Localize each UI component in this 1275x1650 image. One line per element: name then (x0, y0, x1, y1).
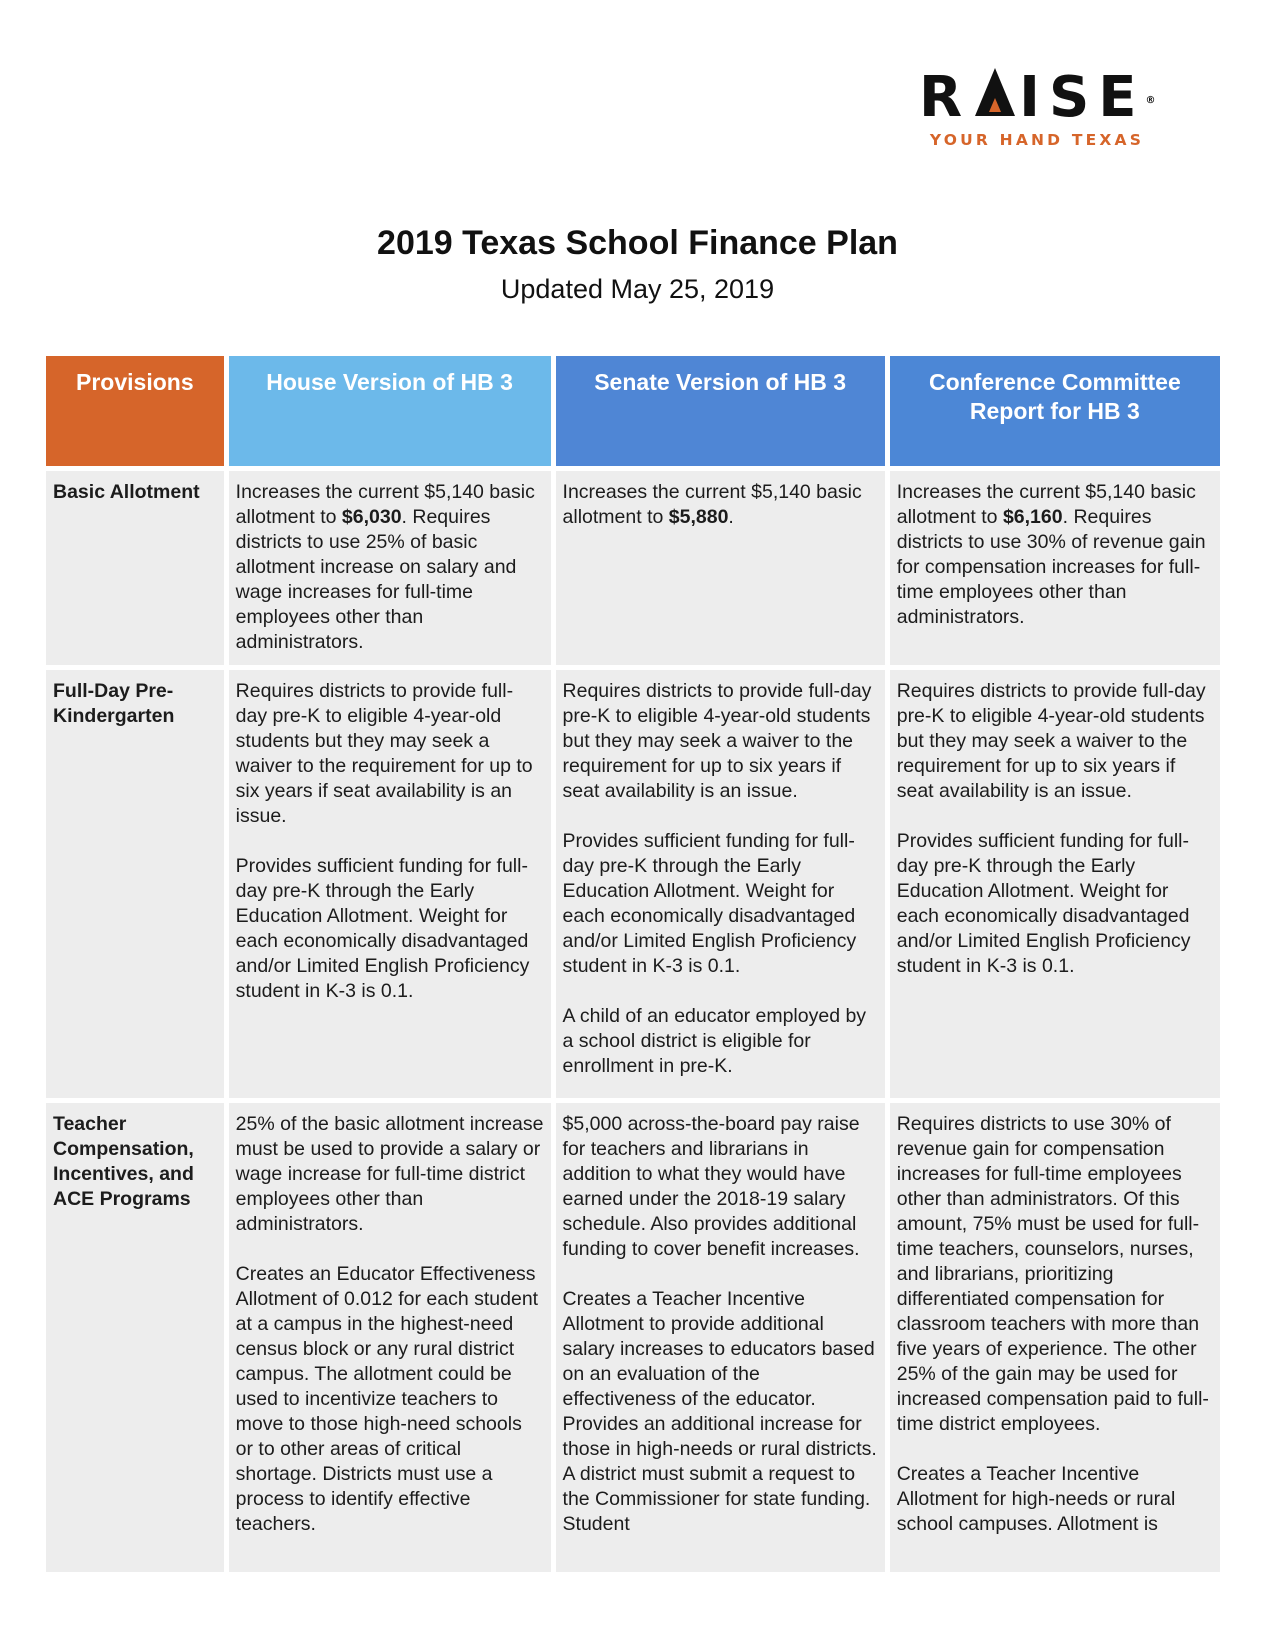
house-cell: Increases the current $5,140 basic allotment to $6,030. Requires districts to use 25% of basic allotment increase on salary and wage increases for full-time employees other than administrators. (229, 471, 551, 665)
house-cell (229, 670, 551, 1098)
header-house: House Version of HB 3 (229, 356, 551, 466)
table-header-row (46, 356, 1220, 466)
logo-wordmark: R ISE® (919, 65, 1156, 130)
cell-paragraph: Creates an Educator Effectiveness Allotment of 0.012 for each student at a campus in the highest-need census block or any rural district campus. The allotment could be used to incentivize teachers to move to those high-need schools or to other areas of critical shortage. Districts must use a process to identify effective teachers. (235, 1263, 539, 1535)
table-row (46, 1103, 1220, 1572)
page-subtitle: Updated May 25, 2019 (500, 274, 775, 304)
header-provisions: Provisions (46, 356, 224, 466)
raise-your-hand-texas-logo (919, 65, 1156, 149)
cell-paragraph: A child of an educator employed by a school district is eligible for enrollment in pre-K. (562, 1005, 867, 1077)
logo-triangle-a (975, 68, 1015, 116)
cell-paragraph: Requires districts to provide full-day pre-K to eligible 4-year-old students but they may seek a waiver to the requirement for up to six years if seat availability is an issue. (235, 680, 533, 827)
conference-cell: Increases the current $5,140 basic allotment to $6,160. Requires districts to use 30% of revenue gain for compensation increases for full-time employees other than administrators. (890, 471, 1220, 665)
cell-paragraph: Provides sufficient funding for full-day pre-K through the Early Education Allotment. Weight for each economically disadvantaged and/or Limited English Proficiency student in K-3 is 0.1. (562, 830, 857, 977)
row-provision-label: Basic Allotment (46, 471, 224, 665)
cell-paragraph: Requires districts to provide full-day pre-K to eligible 4-year-old students but they may seek a waiver to the requirement for up to six years if seat availability is an issue. (896, 680, 1206, 802)
cell-paragraph: Requires districts to provide full-day pre-K to eligible 4-year-old students but they may seek a waiver to the requirement for up to six years if seat availability is an issue. (562, 680, 872, 802)
cell-paragraph: Creates a Teacher Incentive Allotment for high-needs or rural school campuses. Allotment is (896, 1463, 1176, 1535)
table-row (46, 670, 1220, 1098)
cell-paragraph: 25% of the basic allotment increase must be used to provide a salary or wage increase for full-time district employees other than administrators. (235, 1113, 544, 1235)
cell-paragraph: $5,000 across-the-board pay raise for teachers and librarians in addition to what they would have earned under the 2018-19 salary schedule. Also provides additional funding to cover benefit increases. (562, 1113, 860, 1260)
comparison-table (41, 351, 1225, 1577)
cell-paragraph: Provides sufficient funding for full-day pre-K through the Early Education Allotment. Weight for each economically disadvantaged and/or Limited English Proficiency student in K-3 is 0.1. (235, 855, 530, 1002)
house-cell (229, 1103, 551, 1572)
cell-paragraph: Provides sufficient funding for full-day pre-K through the Early Education Allotment. Weight for each economically disadvantaged and/or Limited English Proficiency student in K-3 is 0.1. (896, 830, 1191, 977)
conference-cell (890, 1103, 1220, 1572)
senate-cell (556, 1103, 885, 1572)
logo-tagline: YOUR HAND TEXAS (929, 131, 1145, 149)
table-row (46, 471, 1220, 665)
senate-cell: Increases the current $5,140 basic allotment to $5,880. (556, 471, 885, 665)
senate-cell (556, 670, 885, 1098)
header-conference: Conference Committee Report for HB 3 (890, 356, 1220, 466)
header-senate: Senate Version of HB 3 (556, 356, 885, 466)
page-title: 2019 Texas School Finance Plan (377, 224, 898, 262)
row-provision-label: Teacher Compensation, Incentives, and ACE Programs (46, 1103, 224, 1572)
conference-cell (890, 670, 1220, 1098)
cell-paragraph: Creates a Teacher Incentive Allotment to provide additional salary increases to educators based on an evaluation of the effectiveness of the educator. Provides an additional increase for those in high-needs or rural districts. A district must submit a request to the Commissioner for state funding. Student (562, 1288, 877, 1535)
row-provision-label: Full-Day Pre-Kindergarten (46, 670, 224, 1098)
cell-paragraph: Requires districts to use 30% of revenue gain for compensation increases for full-time employees other than administrators. Of this amount, 75% must be used for full-time teachers, counselors, nurses, and librarians, prioritizing differentiated compensation for classroom teachers with more than five years of experience. The other 25% of the gain may be used for increased compensation paid to full-time district employees. (896, 1113, 1209, 1435)
